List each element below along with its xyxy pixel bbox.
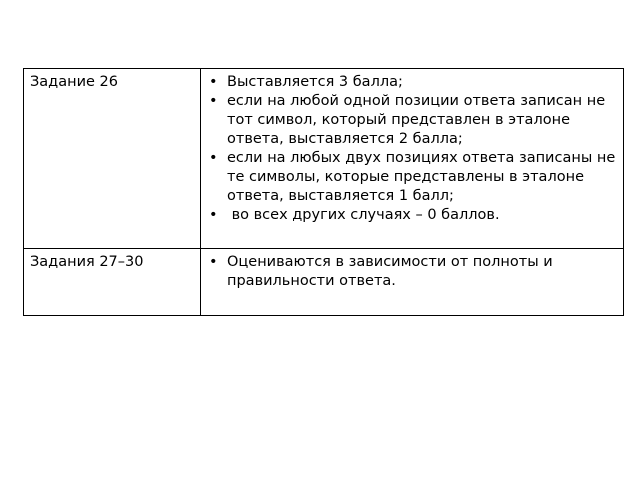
criteria-item: • если на любых двух позициях ответа записаны не те символы, которые представлены в эталоне ответа, выставляется 1 балл; <box>207 149 619 206</box>
criteria-item: • Оцениваются в зависимости от полноты и правильности ответа. <box>207 253 619 291</box>
criteria-list <box>207 253 619 291</box>
criteria-cell <box>201 249 624 316</box>
criteria-item: • во всех других случаях – 0 баллов. <box>207 206 619 225</box>
task-label-cell <box>24 249 201 316</box>
criteria-item: • Выставляется 3 балла; <box>207 73 619 92</box>
criteria-list <box>207 73 619 225</box>
task-label-cell <box>24 69 201 249</box>
grading-table <box>23 68 624 316</box>
table-row <box>24 69 624 249</box>
task-label: Задания 27–30 <box>30 254 144 270</box>
criteria-item: • если на любой одной позиции ответа записан не тот символ, который представлен в эталоне ответа, выставляется 2 балла; <box>207 92 619 149</box>
criteria-cell <box>201 69 624 249</box>
table-row <box>24 249 624 316</box>
task-label: Задание 26 <box>30 74 118 90</box>
